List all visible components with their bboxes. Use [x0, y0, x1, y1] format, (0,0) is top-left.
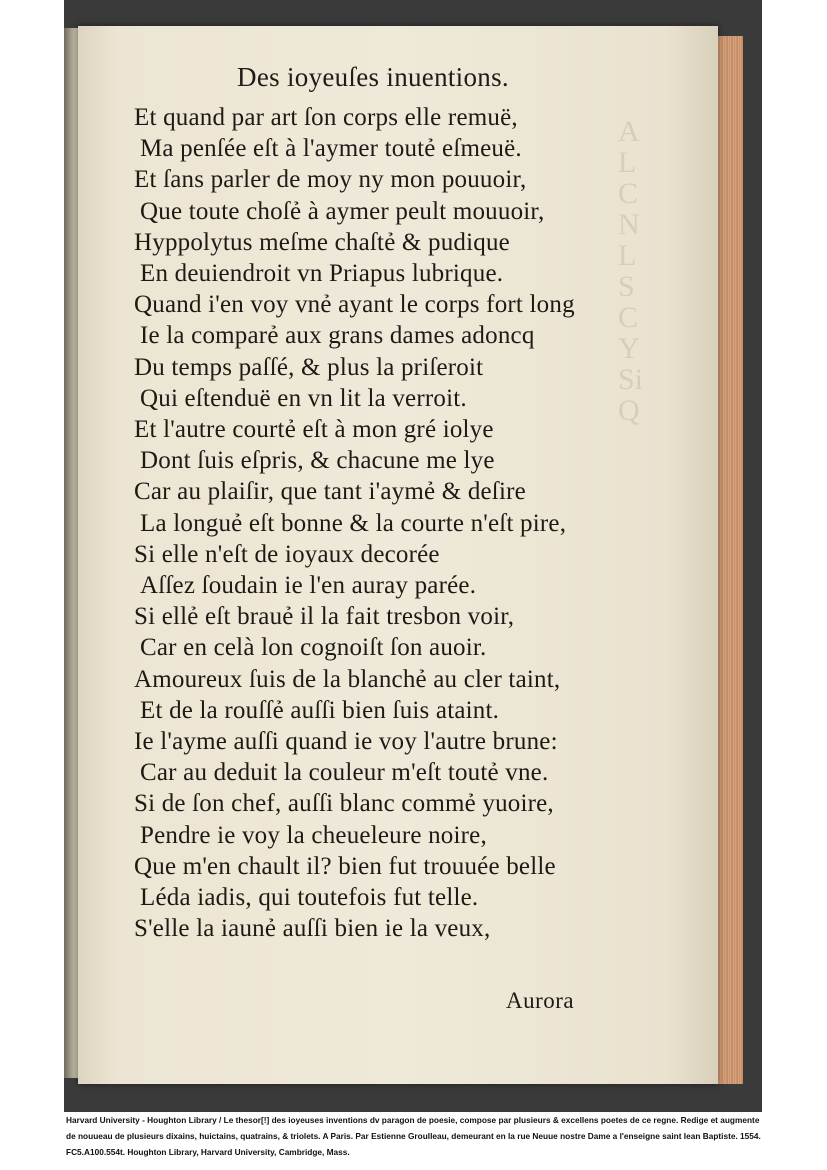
- verse-line: Aſſez ſoudain ie l'en auray parée.: [140, 572, 477, 600]
- verse-line: Ie l'ayme auſſi quand ie voy l'autre brune:: [134, 728, 558, 756]
- catchword: Aurora: [506, 988, 575, 1013]
- verse-line: Et quand par art ſon corps elle remuë,: [134, 104, 518, 131]
- verse-line: Pendre ie voy la cheueleure noire,: [140, 821, 487, 849]
- verse-line: Si de ſon chef, auſſi blanc commẻ yuoire,: [134, 790, 554, 818]
- verse-line: Dont ſuis eſpris, & chacune me lye: [140, 447, 495, 475]
- verse-line: Et ſans parler de moy ny mon pouuoir,: [134, 166, 527, 194]
- verse-line: La longuẻ eſt bonne & la courte n'eſt pire,: [140, 509, 567, 537]
- book-page: [78, 26, 718, 1084]
- verse-line: Car au plaiſir, que tant i'aymẻ & deſire: [134, 478, 526, 506]
- library-caption: Harvard University - Houghton Library / Le thesor[!] des ioyeuses inventions dv paragon de poesie, compose par plusieurs & excellens poetes de ce regne. Redige et augmente de nouueau de plusieurs dixains, huictains, quatrains, & triolets. A Paris. Par Estienne Groulleau, demeurant en la rue Neuue nostre Dame a l'enseigne saint Iean Baptiste. 1554. FC5.A100.554t. Houghton Library, Harvard University, Cambridge, Mass.: [66, 1115, 761, 1157]
- show-through-text: A L C N L S C Y Si Q: [618, 116, 644, 427]
- verse-line: Et l'autre courtẻ eſt à mon gré iolye: [134, 416, 494, 444]
- verse-line: Quand i'en voy vnẻ ayant le corps fort long: [134, 291, 575, 319]
- verse-lines: [134, 102, 694, 944]
- verse-line: Que toute choſẻ à aymer peult mouuoir,: [140, 197, 545, 225]
- verse-line: Hyppolytus meſme chaſtẻ & pudique: [134, 228, 510, 256]
- verse-line: Et de la rouſſẻ auſſi bien ſuis ataint.: [140, 696, 500, 724]
- verse-line: Si ellẻ eſt brauẻ il la fait tresbon voir,: [134, 603, 515, 631]
- running-head: Des ioyeuſes inuentions.: [237, 62, 509, 92]
- scan-image: [64, 0, 762, 1112]
- verse-line: Si elle n'eſt de ioyaux decorée: [134, 540, 440, 568]
- verse-line: Car en celà lon cognoiſt ſon auoir.: [140, 634, 487, 662]
- verse-line: Que m'en chault il? bien fut trouuée belle: [134, 852, 556, 880]
- verse-line: Car au deduit la couleur m'eſt toutẻ vne.: [140, 759, 549, 787]
- verse-line: Amoureux ſuis de la blanchẻ au cler taint,: [134, 665, 561, 693]
- verse-line: Du temps paſſé, & plus la priſeroit: [134, 353, 484, 381]
- verse-line: Léda iadis, qui toutefois fut telle.: [140, 884, 479, 912]
- verse-line: Qui eſtenduë en vn lit la verroit.: [140, 384, 467, 412]
- verse-line: S'elle la iaunẻ auſſi bien ie la veux,: [134, 915, 491, 943]
- verse-line: Ie la comparẻ aux grans dames adoncq: [140, 322, 535, 350]
- verse-line: En deuiendroit vn Priapus lubrique.: [140, 260, 504, 288]
- verse-line: Ma penſée eſt à l'aymer toutẻ eſmeuë.: [140, 135, 522, 163]
